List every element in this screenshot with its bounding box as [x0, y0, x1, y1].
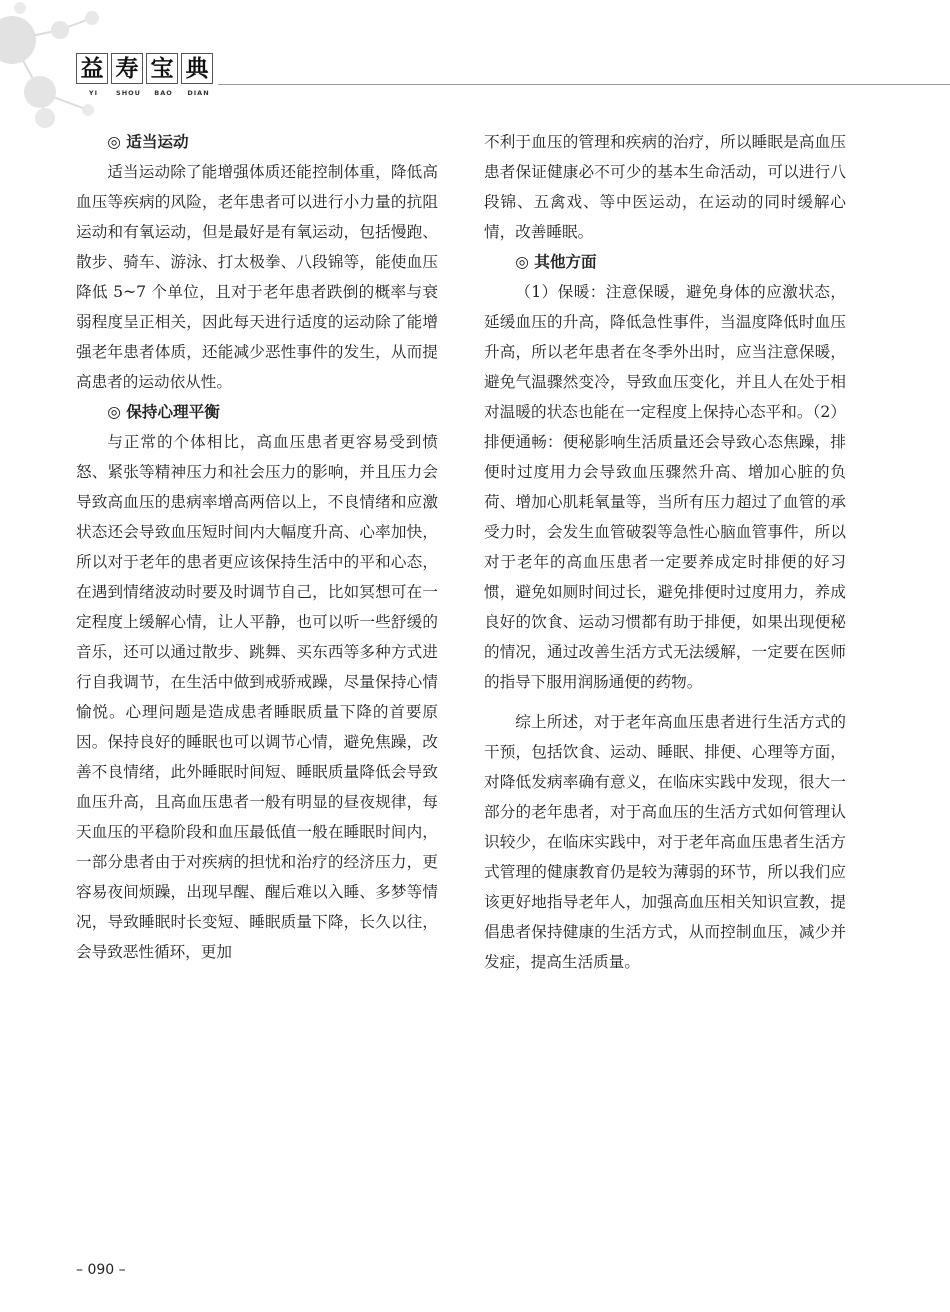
section-heading-other: ◎ 其他方面: [515, 253, 597, 271]
brand-pinyin-3: BAO: [154, 89, 173, 97]
brand-char-2: 寿: [111, 53, 143, 84]
paragraph-summary: 综上所述，对于老年高血压患者进行生活方式的干预，包括饮食、运动、睡眠、排便、心理等方面，对降低发病率确有意义，在临床实践中发现，很大一部分的老年患者，对于高血压的生活方式如何管理认识较少，在临床实践中，对于老年高血压患者生活方式管理的健康教育仍是较为薄弱的环节，所以我们应该更好地指导老年人，加强高血压相关知识宣教，提倡患者保持健康的生活方式，从而控制血压，减少并发症，提高生活质量。: [484, 713, 846, 971]
brand-pinyin-1: YI: [88, 89, 99, 97]
paragraph-other-aspects: （1）保暖：注意保暖，避免身体的应激状态，延缓血压的升高，降低急性事件，当温度降低时血压升高，所以老年患者在冬季外出时，应当注意保暖，避免气温骤然变冷，导致血压变化，并且人在处于相对温暖的状态也能在一定程度上保持心态平和。（2）排便通畅：便秘影响生活质量还会导致心态焦躁，排便时过度用力会导致血压骤然升高、增加心脏的负荷、增加心肌耗氧量等，当所有压力超过了血管的承受力时，会发生血管破裂等急性心脑血管事件，所以对于老年的高血压患者一定要养成定时排便的好习惯，避免如厕时间过长，避免排便时过度用力，养成良好的饮食、运动习惯都有助于排便，如果出现便秘的情况，通过改善生活方式无法缓解，一定要在医师的指导下服用润肠通便的药物。: [484, 283, 846, 691]
brand-pinyin-2: SHOU: [116, 89, 141, 97]
left-column: [76, 127, 438, 967]
magazine-brand: [76, 53, 216, 97]
brand-char-1: 益: [76, 53, 108, 84]
paragraph-exercise: 适当运动除了能增强体质还能控制体重，降低高血压等疾病的风险，老年患者可以进行小力量的抗阻运动和有氧运动，但是最好是有氧运动，包括慢跑、散步、骑车、游泳、打太极拳、八段锦等，能使血压降低 5~7 个单位，且对于老年患者跌倒的概率与衰弱程度呈正相关，因此每天进行适度的运动除了能增强老年患者体质，还能减少恶性事件的发生，从而提高患者的运动依从性。: [76, 163, 438, 391]
paragraph-gap: [484, 697, 846, 707]
brand-char-3: 宝: [146, 53, 178, 84]
page-number: – 090 –: [76, 1262, 126, 1278]
right-column: [484, 127, 846, 977]
section-heading-exercise: ◎ 适当运动: [107, 133, 189, 151]
brand-char-4: 典: [181, 53, 213, 84]
paragraph-mental-balance: 与正常的个体相比，高血压患者更容易受到愤怒、紧张等精神压力和社会压力的影响，并且压力会导致高血压的患病率增高两倍以上，不良情绪和应激状态还会导致血压短时间内大幅度升高、心率加快，所以对于老年的患者更应该保持生活中的平和心态，在遇到情绪波动时要及时调节自己，比如冥想可在一定程度上缓解心情，让人平静，也可以听一些舒缓的音乐，还可以通过散步、跳舞、买东西等多种方式进行自我调节，在生活中做到戒骄戒躁，尽量保持心情愉悦。心理问题是造成患者睡眠质量下降的首要原因。保持良好的睡眠也可以调节心情，避免焦躁，改善不良情绪，此外睡眠时间短、睡眠质量降低会导致血压升高，且高血压患者一般有明显的昼夜规律，每天血压的平稳阶段和血压最低值一般在睡眠时间内，一部分患者由于对疾病的担忧和治疗的经济压力，更容易夜间烦躁，出现早醒、醒后难以入睡、多梦等情况，导致睡眠时长变短、睡眠质量下降，长久以往，会导致恶性循环，更加: [76, 433, 438, 961]
brand-pinyin-4: DIAN: [187, 89, 210, 97]
header-rule: [218, 84, 950, 85]
section-heading-mental-balance: ◎ 保持心理平衡: [107, 403, 220, 421]
paragraph-sleep-continued: 不利于血压的管理和疾病的治疗，所以睡眠是高血压患者保证健康必不可少的基本生命活动，可以进行八段锦、五禽戏、等中医运动，在运动的同时缓解心情，改善睡眠。: [484, 133, 846, 241]
